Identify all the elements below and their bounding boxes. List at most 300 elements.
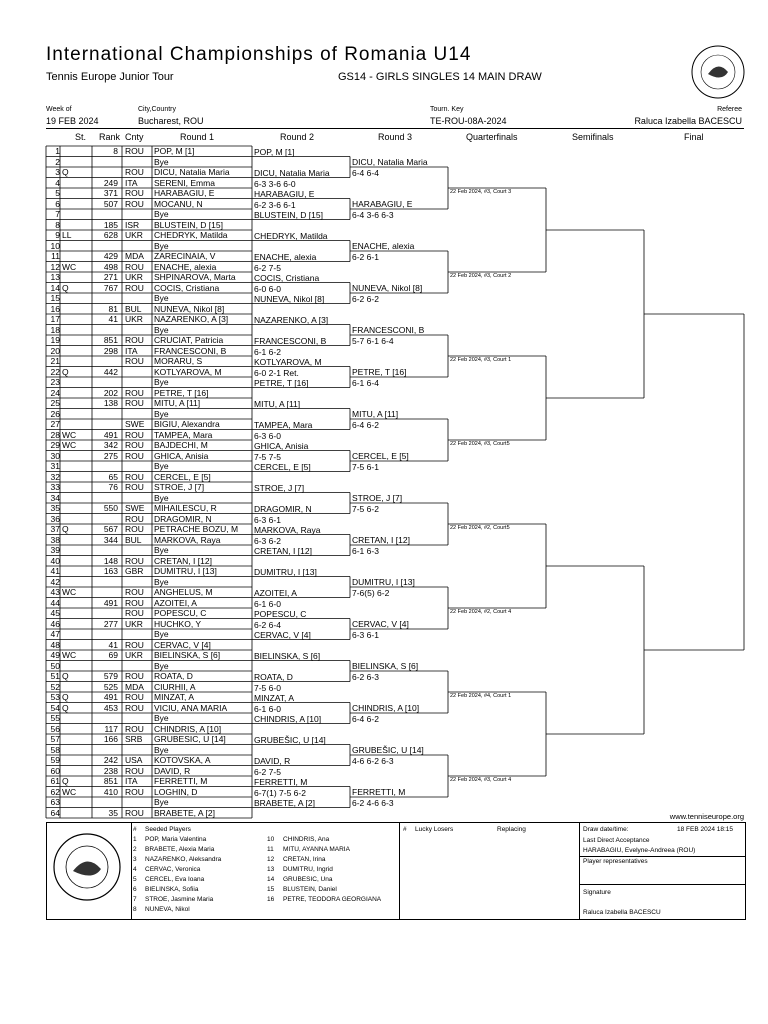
signature-label: Signature (583, 889, 611, 896)
player-country: ITA (125, 776, 138, 786)
entry-status (62, 797, 90, 808)
entry-status: Q (62, 366, 69, 377)
player-name: DAVID, R (154, 765, 191, 776)
player-name: CHEDRYK, Matilda (154, 230, 228, 240)
player-name: STROE, J [7] (154, 482, 205, 492)
draw-position: 56 (50, 723, 60, 734)
seeded-title: Seeded Players (145, 826, 191, 833)
entry-status: Q (62, 282, 69, 293)
player-rank (92, 745, 118, 756)
player-rank: 767 (103, 282, 118, 293)
player-rank: 242 (103, 755, 118, 765)
round2-score: 6-3 6-0 (254, 430, 281, 441)
player-name: Bye (154, 408, 169, 419)
player-rank: 138 (103, 398, 118, 408)
player-reps-label: Player representatives (583, 858, 648, 865)
player-name: FRANCESCONI, B (154, 345, 227, 356)
col-quarterfinals: Quarterfinals (466, 132, 518, 142)
player-name: GHICA, Anisia (154, 450, 209, 461)
draw-position: 26 (50, 408, 60, 419)
entry-status (62, 388, 90, 399)
draw-position: 11 (51, 251, 60, 261)
draw-position: 1 (55, 146, 60, 156)
city-label: City,Country (138, 106, 176, 113)
round3-winner: BIELINSKA, S [6] (352, 661, 419, 671)
draw-position: 20 (50, 345, 60, 356)
player-rank: 410 (103, 786, 118, 797)
player-rank: 567 (103, 524, 118, 534)
player-country: ROU (125, 387, 144, 398)
match-schedule-comment: 22 Feb 2024, #3, Court 1 (450, 357, 512, 363)
round2-score: 6-1 6-0 (254, 598, 281, 609)
entry-status (62, 409, 90, 420)
draw-position: 61 (50, 776, 60, 786)
entry-status: Q (62, 524, 69, 534)
player-country: ROU (125, 482, 144, 492)
round2-winner: FRANCESCONI, B (254, 335, 327, 346)
round2-winner: CERCEL, E [5] (254, 461, 311, 472)
entry-status (62, 503, 90, 514)
draw-position: 10 (50, 240, 60, 251)
round3-winner: HARABAGIU, E (352, 199, 413, 209)
player-country: SWE (125, 419, 145, 429)
player-rank: 525 (103, 681, 118, 692)
referee-value: Raluca Izabella BACESCU (634, 116, 742, 126)
entry-status (62, 640, 90, 651)
signature-value: Raluca Izabella BACESCU (583, 909, 661, 916)
player-country: UKR (125, 314, 143, 324)
player-name: DUMITRU, I [13] (154, 566, 217, 576)
player-name: PETRACHE BOZU, M (154, 524, 239, 534)
round3-winner: FRANCESCONI, B (352, 325, 425, 335)
seed-name: CERCEL, Eva Ioana (145, 876, 205, 883)
player-country (125, 461, 153, 472)
round3-winner: CRETAN, I [12] (352, 535, 410, 545)
player-rank (92, 713, 118, 724)
player-rank: 344 (103, 534, 118, 545)
player-country: ROU (125, 639, 144, 650)
round2-winner: DICU, Natalia Maria (254, 167, 330, 178)
seed-number: 16 (267, 896, 275, 903)
match-schedule-comment: 22 Feb 2024, #3, Court5 (450, 441, 510, 447)
entry-status (62, 566, 90, 577)
player-name: ANGHELUS, M (154, 587, 213, 597)
player-country (125, 293, 153, 304)
player-country: ISR (125, 219, 140, 230)
player-rank (92, 797, 118, 808)
entry-status (62, 472, 90, 483)
player-rank: 491 (103, 692, 118, 702)
player-country (125, 577, 153, 588)
player-country: ROU (125, 608, 144, 618)
entry-status: WC (62, 429, 77, 440)
player-country (125, 629, 153, 640)
player-country: ROU (125, 188, 144, 198)
player-country: ROU (125, 167, 144, 177)
seed-number: 3 (133, 856, 137, 863)
entry-status: WC (62, 786, 77, 797)
player-name: KOTOVSKA, A (154, 755, 211, 765)
player-name: SERENI, Emma (154, 177, 215, 188)
player-name: SHPINAROVA, Marta (154, 272, 236, 282)
player-country: ROU (125, 702, 144, 713)
round3-winner: CERVAC, V [4] (352, 619, 409, 629)
player-rank (92, 419, 118, 430)
player-name: CHINDRIS, A [10] (154, 723, 222, 734)
entry-status (62, 619, 90, 630)
seeded-hash: # (133, 826, 137, 833)
entry-status: LL (62, 230, 72, 240)
draw-position: 9 (55, 230, 60, 240)
entry-status (62, 146, 90, 157)
entry-status (62, 293, 90, 304)
round3-score: 6-4 3-6 6-3 (352, 210, 394, 220)
entry-status (62, 325, 90, 336)
draw-position: 21 (50, 356, 60, 366)
player-rank (92, 661, 118, 672)
draw-position: 45 (50, 608, 60, 618)
player-country (125, 241, 153, 252)
player-name: Bye (154, 240, 169, 251)
player-name: BIGIU, Alexandra (154, 419, 220, 429)
lda-label: Last Direct Acceptance (583, 837, 650, 844)
player-name: HUCHKO, Y (154, 618, 202, 629)
entry-status (62, 745, 90, 756)
round2-winner: GHICA, Anisia (254, 440, 309, 451)
player-rank: 163 (103, 566, 118, 576)
player-rank (92, 241, 118, 252)
col-round2: Round 2 (280, 132, 315, 142)
round2-score: 6-0 2-1 Ret. (254, 367, 299, 378)
player-name: AZOITEI, A (154, 597, 197, 608)
player-country: ROU (125, 261, 144, 272)
player-name: ROATA, D (154, 671, 193, 681)
player-name: POP, M [1] (154, 146, 195, 156)
player-name: Bye (154, 660, 169, 671)
round2-winner: CERVAC, V [4] (254, 629, 311, 640)
draw-position: 54 (50, 702, 60, 713)
tennis-europe-logo-footer (51, 831, 123, 903)
round2-winner: CHEDRYK, Matilda (254, 230, 328, 241)
draw-position: 34 (50, 492, 60, 503)
round2-score: 6-2 7-5 (254, 262, 281, 273)
round2-winner: MITU, A [11] (254, 398, 301, 409)
seed-number: 2 (133, 846, 137, 853)
player-name: CERCEL, E [5] (154, 471, 211, 482)
player-country: MDA (125, 251, 144, 261)
lucky-title: Lucky Losers (415, 826, 454, 833)
player-country: ROU (125, 398, 144, 408)
player-country: UKR (125, 618, 143, 629)
entry-status (62, 482, 90, 493)
entry-status (62, 178, 90, 189)
entry-status (62, 461, 90, 472)
round3-winner: GRUBEŠIC, U [14] (352, 745, 424, 755)
col-st: St. (75, 132, 87, 142)
draw-position: 4 (55, 177, 60, 188)
entry-status (62, 577, 90, 588)
draw-position: 36 (50, 513, 60, 524)
round2-winner: FERRETTI, M (254, 776, 308, 787)
entry-status: Q (62, 167, 69, 177)
player-name: PETRE, T [16] (154, 387, 209, 398)
player-name: BLUSTEIN, D [15] (154, 219, 223, 230)
draw-position: 22 (50, 366, 60, 377)
referee-label: Referee (717, 106, 742, 113)
player-country: UKR (125, 272, 143, 282)
draw-position: 12 (50, 261, 60, 272)
player-country: ROU (125, 471, 144, 482)
draw-position: 6 (55, 198, 60, 209)
round3-score: 6-3 6-1 (352, 630, 379, 640)
player-name: BIELINSKA, S [6] (154, 650, 221, 660)
player-country: UKR (125, 230, 143, 240)
player-country: ROU (125, 786, 144, 797)
entry-status (62, 608, 90, 619)
player-rank: 491 (103, 429, 118, 440)
seed-number: 15 (267, 886, 275, 893)
draw-position: 15 (50, 293, 60, 303)
player-name: Bye (154, 209, 169, 219)
draw-position: 29 (50, 440, 60, 450)
player-rank (92, 461, 118, 472)
round3-score: 6-1 6-4 (352, 378, 379, 388)
round3-winner: ENACHE, alexia (352, 241, 415, 251)
player-name: MIHAILESCU, R (154, 503, 217, 513)
player-rank: 851 (103, 776, 118, 786)
player-country (125, 409, 153, 420)
round3-winner: DICU, Natalia Maria (352, 157, 428, 167)
player-rank: 65 (108, 471, 118, 482)
entry-status (62, 493, 90, 504)
round2-winner: BLUSTEIN, D [15] (254, 209, 323, 220)
header-divider (46, 128, 744, 129)
draw-position: 49 (50, 650, 60, 660)
round2-winner: POPESCU, C (254, 608, 307, 619)
round2-score: 6-3 6-1 (254, 514, 281, 525)
round2-winner: DRAGOMIR, N (254, 503, 312, 514)
seed-number: 8 (133, 906, 137, 913)
entry-status: WC (62, 261, 77, 272)
seed-number: 6 (133, 886, 137, 893)
draw-position: 25 (50, 398, 60, 408)
seed-name: DUMITRU, Ingrid (283, 866, 333, 873)
player-rank: 202 (103, 387, 118, 398)
player-rank: 117 (104, 723, 118, 734)
draw-position: 46 (50, 618, 60, 629)
player-rank: 185 (103, 219, 118, 230)
player-name: Bye (154, 545, 169, 555)
entry-status: WC (62, 650, 77, 660)
entry-status (62, 241, 90, 252)
tennis-europe-logo (690, 44, 746, 100)
player-rank (92, 514, 118, 525)
draw-position: 24 (50, 387, 60, 398)
match-schedule-comment: 22 Feb 2024, #2, Court5 (450, 525, 510, 531)
col-round3: Round 3 (378, 132, 413, 142)
seed-name: CHINDRIS, Ana (283, 836, 330, 843)
player-country: ROU (125, 671, 144, 681)
seed-name: BIELINSKA, Sofiia (145, 886, 199, 893)
round2-winner: MINZAT, A (254, 692, 294, 703)
round2-winner: NAZARENKO, A [3] (254, 314, 329, 325)
entry-status (62, 272, 90, 283)
player-country: USA (125, 755, 143, 765)
player-rank: 429 (103, 251, 118, 261)
player-name: Bye (154, 744, 169, 755)
footer-divider-3 (579, 823, 580, 919)
round2-winner: HARABAGIU, E (254, 188, 315, 199)
player-country: ROU (125, 450, 144, 461)
round3-score: 4-6 6-2 6-3 (352, 756, 394, 766)
player-country: ROU (125, 807, 144, 818)
round3-score: 6-1 6-3 (352, 546, 379, 556)
player-country: ROU (125, 692, 144, 702)
entry-status (62, 545, 90, 556)
entry-status: Q (62, 671, 69, 681)
seed-name: POP, Maria Valentina (145, 836, 207, 843)
entry-status: Q (62, 702, 69, 713)
entry-status (62, 514, 90, 525)
entry-status (62, 713, 90, 724)
player-name: Bye (154, 293, 169, 303)
round2-winner: BRABETE, A [2] (254, 797, 315, 808)
seed-number: 13 (267, 866, 275, 873)
player-country (125, 493, 153, 504)
round2-score: 6-7(1) 7-5 6-2 (254, 787, 306, 798)
match-schedule-comment: 22 Feb 2024, #3, Court 4 (450, 777, 512, 783)
player-country (125, 713, 153, 724)
draw-position: 18 (50, 324, 60, 335)
player-name: HARABAGIU, E (154, 188, 215, 198)
round2-score: 6-3 3-6 6-0 (254, 178, 296, 189)
entry-status (62, 356, 90, 367)
col-rank: Rank (99, 132, 121, 142)
draw-position: 17 (50, 314, 60, 324)
round3-winner: STROE, J [7] (352, 493, 403, 503)
draw-position: 7 (55, 209, 60, 219)
round3-score: 5-7 6-1 6-4 (352, 336, 394, 346)
seed-name: PETRE, TEODORA GEORGIANA (283, 896, 382, 903)
entry-status (62, 304, 90, 315)
draw-position: 27 (50, 419, 60, 429)
footer-divider-2 (399, 823, 400, 919)
seed-name: NAZARENKO, Aleksandra (145, 856, 222, 863)
player-country (125, 661, 153, 672)
entry-status (62, 724, 90, 735)
player-name: Bye (154, 377, 169, 387)
page-title: International Championships of Romania U14 (46, 44, 472, 65)
draw-position: 58 (50, 744, 60, 755)
match-schedule-comment: 22 Feb 2024, #4, Court 1 (450, 693, 512, 699)
player-name: MORARU, S (154, 356, 203, 366)
lucky-hash: # (403, 826, 407, 833)
entry-status (62, 535, 90, 546)
draw-position: 43 (50, 587, 60, 597)
player-country (125, 797, 153, 808)
player-country: SRB (125, 734, 143, 744)
player-rank: 453 (103, 702, 118, 713)
player-name: Bye (154, 797, 169, 807)
player-rank (92, 377, 118, 388)
round3-winner: DUMITRU, I [13] (352, 577, 415, 587)
player-country (125, 377, 153, 388)
player-rank (92, 577, 118, 588)
player-name: DICU, Natalia Maria (154, 167, 230, 177)
draw-position: 50 (50, 660, 60, 671)
player-name: MOCANU, N (154, 198, 203, 209)
player-country: UKR (125, 650, 143, 660)
player-rank (92, 325, 118, 336)
draw-position: 32 (50, 471, 60, 482)
draw-position: 51 (50, 671, 60, 681)
round2-score: 7-5 6-0 (254, 682, 281, 693)
player-name: VICIU, ANA MARIA (154, 702, 228, 713)
player-rank: 41 (108, 314, 118, 324)
player-rank (92, 409, 118, 420)
seed-number: 10 (267, 836, 275, 843)
player-country: ROU (125, 524, 144, 534)
website-link[interactable]: www.tenniseurope.org (669, 812, 744, 821)
player-name: Bye (154, 461, 169, 471)
draw-position: 57 (50, 734, 60, 744)
player-name: Bye (154, 629, 169, 639)
draw-position: 52 (50, 681, 60, 692)
seed-number: 4 (133, 866, 137, 873)
player-country: ROU (125, 429, 144, 440)
player-country: ROU (125, 555, 144, 566)
entry-status (62, 346, 90, 357)
round2-winner: STROE, J [7] (254, 482, 305, 493)
round2-score: 6-2 6-4 (254, 619, 281, 630)
entry-status (62, 419, 90, 430)
player-rank (92, 167, 118, 178)
player-country: ROU (125, 198, 144, 209)
player-country (125, 367, 153, 378)
player-name: CRETAN, I [12] (154, 555, 212, 566)
entry-status (62, 808, 90, 819)
entry-status (62, 251, 90, 262)
round3-winner: MITU, A [11] (352, 409, 399, 419)
round3-score: 6-2 6-3 (352, 672, 379, 682)
entry-status (62, 157, 90, 168)
replacing-title: Replacing (497, 826, 526, 833)
player-name: GRUBESIC, U [14] (154, 734, 226, 744)
player-name: Bye (154, 156, 169, 167)
col-final: Final (684, 132, 704, 142)
player-rank: 69 (108, 650, 118, 660)
player-country: ROU (125, 723, 144, 734)
round3-winner: NUNEVA, Nikol [8] (352, 283, 423, 293)
round2-winner: GRUBEŠIC, U [14] (254, 734, 326, 745)
round3-winner: PETRE, T [16] (352, 367, 407, 377)
round3-score: 6-2 6-1 (352, 252, 379, 262)
player-name: COCIS, Cristiana (154, 282, 220, 293)
round2-score: 6-2 7-5 (254, 766, 281, 777)
round2-winner: MARKOVA, Raya (254, 524, 321, 535)
entry-status (62, 199, 90, 210)
round2-winner: NUNEVA, Nikol [8] (254, 293, 325, 304)
entry-status (62, 209, 90, 220)
round3-score: 6-4 6-2 (352, 420, 379, 430)
draw-name: GS14 - GIRLS SINGLES 14 MAIN DRAW (338, 71, 542, 83)
entry-status (62, 598, 90, 609)
player-name: FERRETTI, M (154, 776, 208, 786)
player-rank (92, 209, 118, 220)
entry-status: Q (62, 776, 69, 786)
round2-winner: TAMPEA, Mara (254, 419, 313, 430)
round2-score: 6-1 6-2 (254, 346, 281, 357)
